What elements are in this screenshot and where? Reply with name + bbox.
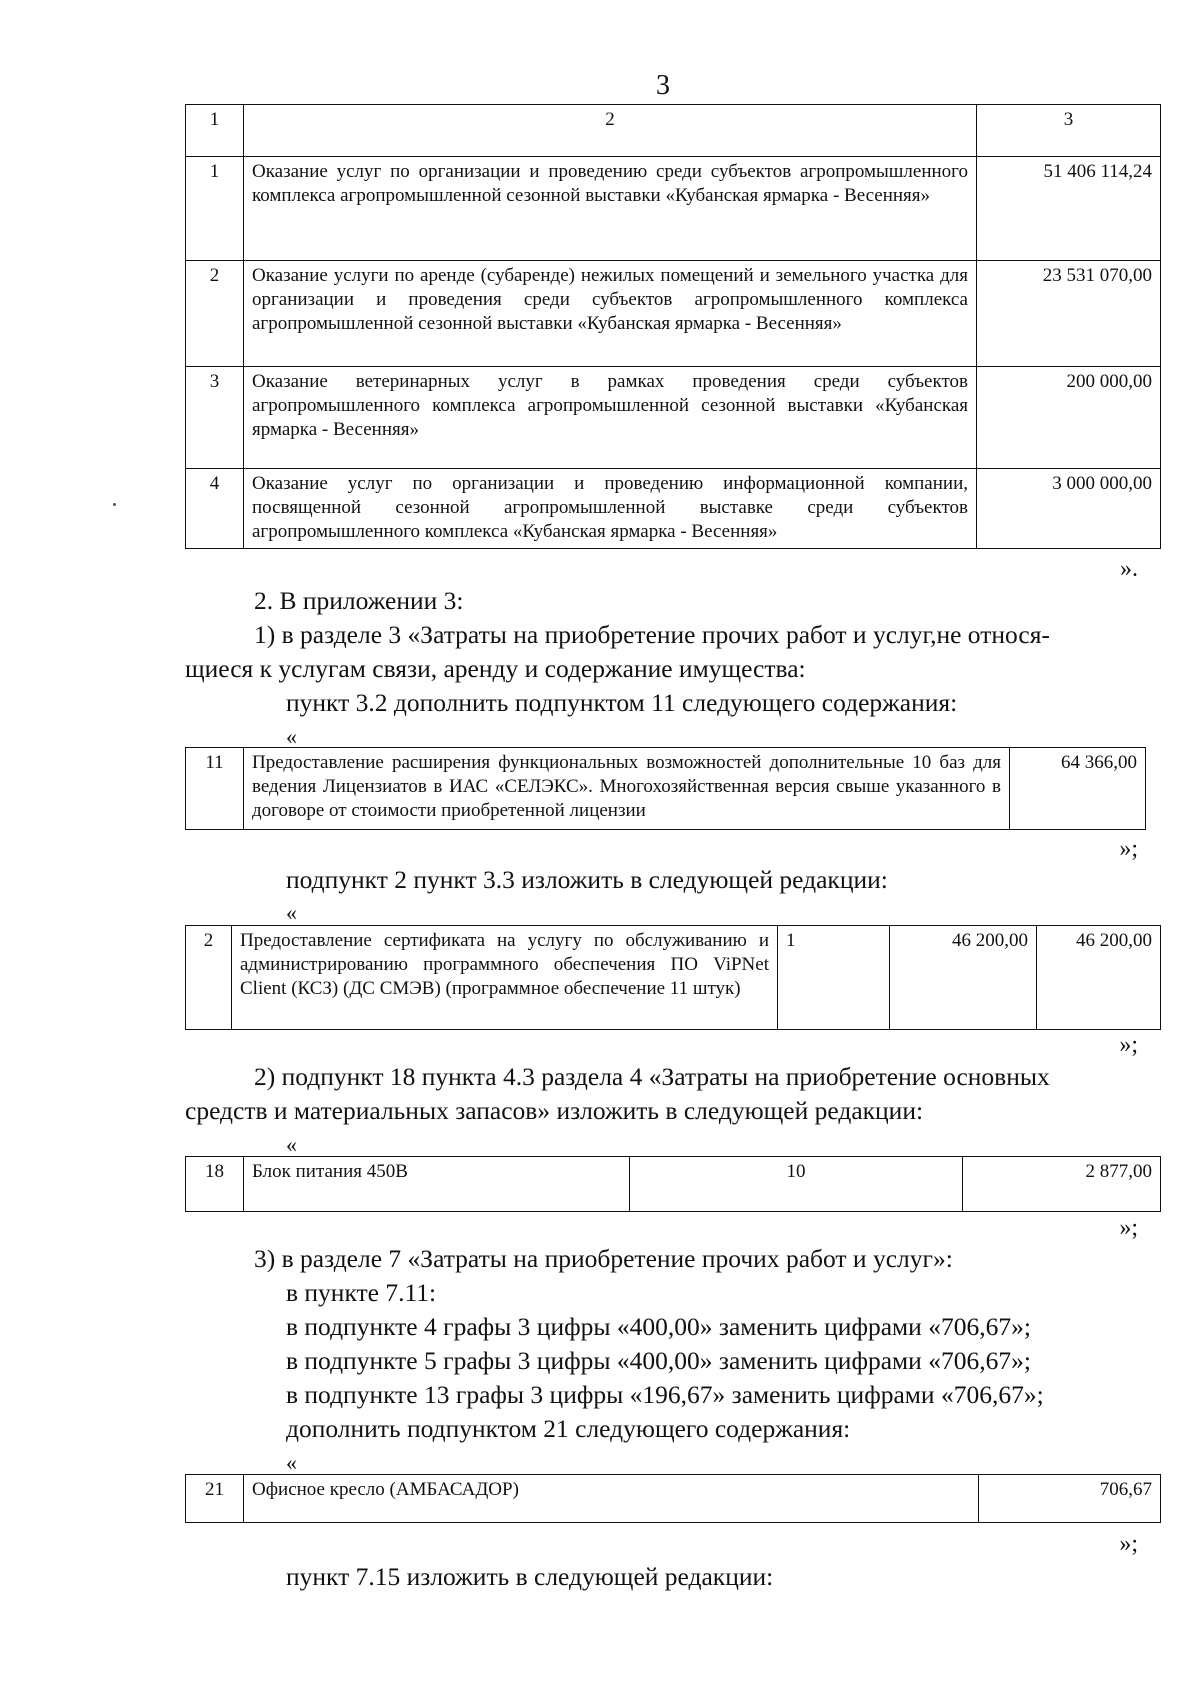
row-value: 2 877,00 [963, 1157, 1161, 1212]
paragraph-line: дополнить подпунктом 21 следующего содержания: [286, 1414, 851, 1443]
row-value: 200 000,00 [977, 367, 1161, 469]
power-supply-table [185, 1156, 1161, 1212]
row-value: 3 000 000,00 [977, 469, 1161, 549]
paragraph-line: в подпункте 4 графы 3 цифры «400,00» заменить цифрами «706,67»; [286, 1312, 1031, 1341]
row-description: Предоставление расширения функциональных возможностей дополнительные 10 баз для ведения Лицензиатов в ИАС «СЕЛЭКС». Многохозяйственная версия свыше указанного в договоре от стоимости приобретенной лицензии [244, 748, 1010, 830]
closing-quote: »; [1119, 1531, 1138, 1557]
row-quantity: 10 [630, 1157, 963, 1212]
paragraph-line: щиеся к услугам связи, аренду и содержание имущества: [185, 654, 806, 683]
table-row [186, 367, 1161, 469]
row-number: 21 [186, 1475, 244, 1523]
opening-quote: « [286, 724, 297, 749]
table-row [186, 1157, 1161, 1212]
row-description: Предоставление сертификата на услугу по обслуживанию и администрированию программного обеспечения ПО ViPNet Client (КСЗ) (ДС СМЭВ) (программное обеспечение 11 штук) [232, 926, 778, 1030]
row-number: 4 [186, 469, 244, 549]
paragraph-line: в подпункте 5 графы 3 цифры «400,00» заменить цифрами «706,67»; [286, 1346, 1031, 1375]
table-row [186, 748, 1146, 830]
opening-quote: « [286, 1450, 297, 1475]
row-description: Оказание услуг по организации и проведению среди субъектов агропромышленного комплекса агропромышленной сезонной выставки «Кубанская ярмарка - Весенняя» [244, 157, 977, 261]
row-number: 2 [186, 261, 244, 367]
row-description: Оказание ветеринарных услуг в рамках проведения среди субъектов агропромышленного комплекса агропромышленной сезонной выставки «Кубанская ярмарка - Весенняя» [244, 367, 977, 469]
closing-quote: »; [1119, 1032, 1138, 1058]
row-number: 18 [186, 1157, 244, 1212]
table-row [186, 261, 1161, 367]
opening-quote: « [286, 900, 297, 925]
paragraph-line: в подпункте 13 графы 3 цифры «196,67» заменить цифрами «706,67»; [286, 1380, 1044, 1409]
licensing-table [185, 747, 1146, 830]
table-row [186, 469, 1161, 549]
row-description: Оказание услуг по организации и проведению информационной компании, посвященной сезонной агропромышленной выставке среди субъектов агропромышленного комплекса «Кубанская ярмарка - Весенняя» [244, 469, 977, 549]
table-row [186, 157, 1161, 261]
row-value: 51 406 114,24 [977, 157, 1161, 261]
row-number: 2 [186, 926, 232, 1030]
row-quantity: 1 [778, 926, 890, 1030]
closing-quote: »; [1119, 1215, 1138, 1241]
paragraph-line: пункт 7.15 изложить в следующей редакции: [286, 1562, 774, 1591]
row-number: 1 [186, 157, 244, 261]
paragraph-line: пункт 3.2 дополнить подпунктом 11 следующего содержания: [286, 688, 958, 717]
row-value: 706,67 [979, 1475, 1161, 1523]
closing-quote: ». [1120, 556, 1138, 582]
paragraph-line: в пункте 7.11: [286, 1278, 437, 1307]
row-description: Блок питания 450В [244, 1157, 630, 1212]
row-value: 64 366,00 [1010, 748, 1146, 830]
page-number: 3 [656, 70, 670, 101]
paragraph-line: подпункт 2 пункт 3.3 изложить в следующей редакции: [286, 865, 888, 894]
row-value: 23 531 070,00 [977, 261, 1161, 367]
header-cell: 3 [977, 105, 1161, 157]
services-table [185, 104, 1161, 549]
opening-quote: « [286, 1132, 297, 1157]
closing-quote: »; [1119, 836, 1138, 862]
row-number: 3 [186, 367, 244, 469]
certificate-table [185, 925, 1161, 1030]
table-row [186, 926, 1161, 1030]
row-description: Оказание услуги по аренде (субаренде) нежилых помещений и земельного участка для организации и проведения среди субъектов агропромышленного комплекса агропромышленной сезонной выставки «Кубанская ярмарка - Весенняя» [244, 261, 977, 367]
paragraph-line: 2) подпункт 18 пункта 4.3 раздела 4 «Затраты на приобретение основных [254, 1062, 1050, 1091]
section-heading: 2. В приложении 3: [254, 586, 464, 615]
row-description: Офисное кресло (АМБАСАДОР) [244, 1475, 979, 1523]
paragraph-line: 1) в разделе 3 «Затраты на приобретение прочих работ и услуг,не относя- [254, 620, 1050, 649]
office-chair-table [185, 1474, 1161, 1523]
table-row [186, 1475, 1161, 1523]
row-total: 46 200,00 [1037, 926, 1161, 1030]
header-cell: 2 [244, 105, 977, 157]
row-number: 11 [186, 748, 244, 830]
paragraph-line: средств и материальных запасов» изложить в следующей редакции: [185, 1096, 924, 1125]
paragraph-line: 3) в разделе 7 «Затраты на приобретение прочих работ и услуг»: [254, 1244, 953, 1273]
header-cell: 1 [186, 105, 244, 157]
row-price: 46 200,00 [890, 926, 1037, 1030]
table-header-row [186, 105, 1161, 157]
scan-speck [113, 503, 116, 506]
